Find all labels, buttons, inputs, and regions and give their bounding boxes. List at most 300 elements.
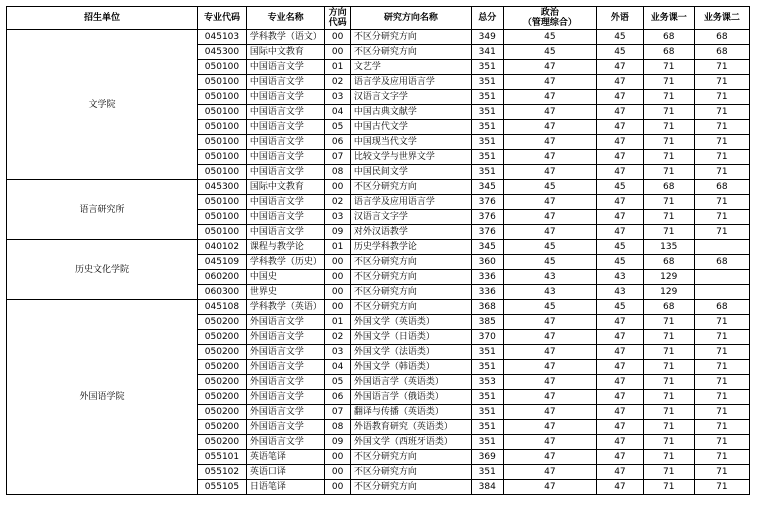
total-score-cell: 336 [471,285,503,300]
header-direction-code-line1: 方向 [328,8,347,18]
course2-score-cell [694,240,749,255]
direction-name-cell: 中国古代文学 [350,120,471,135]
direction-name-cell: 不区分研究方向 [350,45,471,60]
direction-name-cell: 文艺学 [350,60,471,75]
major-name-cell: 英语笔译 [246,450,325,465]
major-code-cell: 050200 [198,405,247,420]
direction-code-cell: 00 [325,45,350,60]
total-score-cell: 351 [471,90,503,105]
foreign-score-cell: 45 [597,180,644,195]
direction-name-cell: 中国民间文学 [350,165,471,180]
direction-code-cell: 03 [325,90,350,105]
major-name-cell: 中国语言文学 [246,105,325,120]
politics-score-cell: 47 [503,315,596,330]
direction-code-cell: 00 [325,30,350,45]
direction-name-cell: 外国文学（西班牙语类） [350,435,471,450]
foreign-score-cell: 47 [597,450,644,465]
total-score-cell: 385 [471,315,503,330]
politics-score-cell: 47 [503,360,596,375]
direction-name-cell: 不区分研究方向 [350,270,471,285]
course1-score-cell: 71 [643,90,694,105]
course1-score-cell: 71 [643,165,694,180]
course2-score-cell: 71 [694,105,749,120]
direction-name-cell: 汉语言文字学 [350,90,471,105]
total-score-cell: 345 [471,180,503,195]
foreign-score-cell: 47 [597,195,644,210]
course2-score-cell: 71 [694,420,749,435]
direction-name-cell: 历史学科教学论 [350,240,471,255]
major-name-cell: 中国语言文学 [246,60,325,75]
course2-score-cell: 71 [694,135,749,150]
course2-score-cell: 68 [694,300,749,315]
course2-score-cell: 71 [694,150,749,165]
total-score-cell: 376 [471,210,503,225]
major-name-cell: 世界史 [246,285,325,300]
foreign-score-cell: 47 [597,330,644,345]
direction-code-cell: 00 [325,270,350,285]
major-name-cell: 中国语言文学 [246,120,325,135]
major-name-cell: 外国语言文学 [246,435,325,450]
direction-code-cell: 06 [325,390,350,405]
direction-name-cell: 不区分研究方向 [350,465,471,480]
course2-score-cell: 71 [694,75,749,90]
politics-score-cell: 43 [503,285,596,300]
major-name-cell: 课程与教学论 [246,240,325,255]
total-score-cell: 369 [471,450,503,465]
header-total: 总分 [471,7,503,30]
course2-score-cell: 68 [694,30,749,45]
header-politics [503,7,596,30]
major-code-cell: 050100 [198,60,247,75]
total-score-cell: 351 [471,120,503,135]
politics-score-cell: 45 [503,180,596,195]
direction-code-cell: 06 [325,135,350,150]
header-major-name: 专业名称 [246,7,325,30]
major-name-cell: 外国语言文学 [246,360,325,375]
course2-score-cell: 71 [694,195,749,210]
major-name-cell: 中国语言文学 [246,225,325,240]
foreign-score-cell: 47 [597,165,644,180]
direction-name-cell: 语言学及应用语言学 [350,75,471,90]
foreign-score-cell: 47 [597,105,644,120]
politics-score-cell: 47 [503,435,596,450]
course1-score-cell: 71 [643,75,694,90]
foreign-score-cell: 47 [597,420,644,435]
major-code-cell: 045109 [198,255,247,270]
unit-cell: 文学院 [7,30,198,180]
course1-score-cell: 129 [643,270,694,285]
foreign-score-cell: 47 [597,90,644,105]
course2-score-cell: 71 [694,480,749,495]
politics-score-cell: 47 [503,450,596,465]
foreign-score-cell: 45 [597,300,644,315]
major-code-cell: 050200 [198,345,247,360]
foreign-score-cell: 47 [597,345,644,360]
politics-score-cell: 45 [503,30,596,45]
total-score-cell: 351 [471,345,503,360]
major-code-cell: 050100 [198,135,247,150]
major-name-cell: 国际中文教育 [246,45,325,60]
total-score-cell: 351 [471,420,503,435]
total-score-cell: 351 [471,390,503,405]
header-major-code: 专业代码 [198,7,247,30]
direction-code-cell: 00 [325,450,350,465]
course1-score-cell: 71 [643,210,694,225]
course1-score-cell: 71 [643,60,694,75]
politics-score-cell: 45 [503,300,596,315]
unit-cell: 外国语学院 [7,300,198,495]
politics-score-cell: 47 [503,390,596,405]
direction-name-cell: 语言学及应用语言学 [350,195,471,210]
course2-score-cell: 71 [694,405,749,420]
total-score-cell: 351 [471,60,503,75]
major-code-cell: 050100 [198,90,247,105]
unit-cell: 语言研究所 [7,180,198,240]
major-name-cell: 中国语言文学 [246,135,325,150]
direction-code-cell: 00 [325,255,350,270]
course1-score-cell: 135 [643,240,694,255]
total-score-cell: 341 [471,45,503,60]
politics-score-cell: 47 [503,210,596,225]
major-code-cell: 050100 [198,150,247,165]
foreign-score-cell: 47 [597,120,644,135]
direction-code-cell: 00 [325,480,350,495]
course2-score-cell: 68 [694,255,749,270]
total-score-cell: 336 [471,270,503,285]
total-score-cell: 376 [471,225,503,240]
foreign-score-cell: 47 [597,360,644,375]
total-score-cell: 353 [471,375,503,390]
admission-score-table [6,6,750,495]
header-direction-code-line2: 代码 [328,18,347,28]
major-name-cell: 中国语言文学 [246,210,325,225]
course1-score-cell: 71 [643,390,694,405]
politics-score-cell: 47 [503,225,596,240]
course1-score-cell: 71 [643,435,694,450]
course1-score-cell: 71 [643,465,694,480]
politics-score-cell: 47 [503,375,596,390]
total-score-cell: 351 [471,135,503,150]
major-code-cell: 040102 [198,240,247,255]
total-score-cell: 360 [471,255,503,270]
foreign-score-cell: 47 [597,405,644,420]
direction-code-cell: 01 [325,60,350,75]
foreign-score-cell: 45 [597,30,644,45]
direction-name-cell: 不区分研究方向 [350,255,471,270]
politics-score-cell: 47 [503,90,596,105]
course1-score-cell: 71 [643,360,694,375]
course2-score-cell: 71 [694,390,749,405]
major-name-cell: 中国语言文学 [246,90,325,105]
course1-score-cell: 71 [643,330,694,345]
major-name-cell: 外国语言文学 [246,390,325,405]
table-body [7,30,750,495]
politics-score-cell: 47 [503,150,596,165]
total-score-cell: 351 [471,360,503,375]
major-name-cell: 外国语言文学 [246,330,325,345]
course2-score-cell: 71 [694,465,749,480]
course1-score-cell: 68 [643,180,694,195]
direction-code-cell: 09 [325,435,350,450]
direction-name-cell: 比较文学与世界文学 [350,150,471,165]
politics-score-cell: 47 [503,405,596,420]
major-code-cell: 050100 [198,120,247,135]
foreign-score-cell: 47 [597,315,644,330]
direction-code-cell: 00 [325,285,350,300]
course2-score-cell: 71 [694,450,749,465]
course1-score-cell: 129 [643,285,694,300]
direction-name-cell: 不区分研究方向 [350,300,471,315]
direction-name-cell: 不区分研究方向 [350,30,471,45]
total-score-cell: 349 [471,30,503,45]
course1-score-cell: 71 [643,225,694,240]
direction-name-cell: 外国语言学（俄语类） [350,390,471,405]
direction-name-cell: 中国古典文献学 [350,105,471,120]
direction-code-cell: 08 [325,420,350,435]
direction-code-cell: 09 [325,225,350,240]
major-code-cell: 045103 [198,30,247,45]
course1-score-cell: 68 [643,300,694,315]
politics-score-cell: 47 [503,345,596,360]
direction-code-cell: 05 [325,120,350,135]
total-score-cell: 368 [471,300,503,315]
course1-score-cell: 71 [643,150,694,165]
table-row [7,240,750,255]
direction-name-cell: 外国语言学（英语类） [350,375,471,390]
course1-score-cell: 71 [643,345,694,360]
direction-name-cell: 不区分研究方向 [350,480,471,495]
course1-score-cell: 71 [643,375,694,390]
major-name-cell: 中国语言文学 [246,165,325,180]
major-code-cell: 050200 [198,435,247,450]
foreign-score-cell: 47 [597,480,644,495]
table-row [7,30,750,45]
direction-name-cell: 外国文学（日语类） [350,330,471,345]
major-name-cell: 外国语言文学 [246,315,325,330]
politics-score-cell: 47 [503,75,596,90]
major-code-cell: 055101 [198,450,247,465]
table-row [7,180,750,195]
total-score-cell: 351 [471,105,503,120]
politics-score-cell: 45 [503,240,596,255]
total-score-cell: 351 [471,75,503,90]
direction-name-cell: 中国现当代文学 [350,135,471,150]
major-code-cell: 050200 [198,420,247,435]
course2-score-cell: 71 [694,330,749,345]
direction-code-cell: 03 [325,210,350,225]
course2-score-cell: 71 [694,90,749,105]
direction-code-cell: 02 [325,195,350,210]
header-politics-line1: 政治 [540,8,559,18]
course1-score-cell: 71 [643,315,694,330]
direction-name-cell: 外国文学（英语类） [350,315,471,330]
direction-name-cell: 外国文学（韩语类） [350,360,471,375]
direction-code-cell: 07 [325,150,350,165]
course1-score-cell: 68 [643,255,694,270]
course2-score-cell: 68 [694,180,749,195]
major-code-cell: 050100 [198,165,247,180]
major-name-cell: 外国语言文学 [246,345,325,360]
foreign-score-cell: 43 [597,285,644,300]
major-code-cell: 050200 [198,360,247,375]
major-code-cell: 050100 [198,225,247,240]
foreign-score-cell: 43 [597,270,644,285]
direction-code-cell: 08 [325,165,350,180]
total-score-cell: 351 [471,405,503,420]
direction-code-cell: 01 [325,240,350,255]
major-code-cell: 045300 [198,45,247,60]
direction-code-cell: 00 [325,300,350,315]
header-direction-code [325,7,350,30]
foreign-score-cell: 47 [597,435,644,450]
major-name-cell: 中国史 [246,270,325,285]
foreign-score-cell: 45 [597,45,644,60]
direction-name-cell: 对外汉语教学 [350,225,471,240]
course2-score-cell: 71 [694,210,749,225]
politics-score-cell: 47 [503,420,596,435]
foreign-score-cell: 47 [597,210,644,225]
total-score-cell: 345 [471,240,503,255]
header-course1: 业务课一 [643,7,694,30]
direction-name-cell: 外语教育研究（英语类） [350,420,471,435]
foreign-score-cell: 47 [597,465,644,480]
major-code-cell: 060200 [198,270,247,285]
direction-code-cell: 04 [325,360,350,375]
table-row [7,300,750,315]
course2-score-cell: 71 [694,360,749,375]
course1-score-cell: 71 [643,105,694,120]
major-name-cell: 外国语言文学 [246,405,325,420]
total-score-cell: 351 [471,165,503,180]
major-code-cell: 055105 [198,480,247,495]
direction-name-cell: 汉语言文字学 [350,210,471,225]
politics-score-cell: 47 [503,135,596,150]
direction-code-cell: 01 [325,315,350,330]
direction-code-cell: 00 [325,465,350,480]
foreign-score-cell: 47 [597,390,644,405]
major-code-cell: 060300 [198,285,247,300]
major-code-cell: 050200 [198,390,247,405]
direction-code-cell: 00 [325,180,350,195]
total-score-cell: 351 [471,150,503,165]
direction-code-cell: 07 [325,405,350,420]
direction-name-cell: 不区分研究方向 [350,180,471,195]
foreign-score-cell: 47 [597,150,644,165]
course1-score-cell: 71 [643,480,694,495]
politics-score-cell: 45 [503,255,596,270]
major-code-cell: 050100 [198,75,247,90]
course2-score-cell: 71 [694,435,749,450]
foreign-score-cell: 47 [597,135,644,150]
course1-score-cell: 71 [643,405,694,420]
major-code-cell: 050100 [198,195,247,210]
course2-score-cell: 71 [694,60,749,75]
major-name-cell: 中国语言文学 [246,195,325,210]
direction-name-cell: 不区分研究方向 [350,450,471,465]
major-code-cell: 050100 [198,105,247,120]
direction-name-cell: 外国文学（法语类） [350,345,471,360]
header-row [7,7,750,30]
major-name-cell: 学科教学（英语） [246,300,325,315]
header-course2: 业务课二 [694,7,749,30]
course1-score-cell: 68 [643,45,694,60]
politics-score-cell: 47 [503,60,596,75]
total-score-cell: 376 [471,195,503,210]
course1-score-cell: 68 [643,30,694,45]
foreign-score-cell: 47 [597,225,644,240]
major-code-cell: 050200 [198,375,247,390]
politics-score-cell: 47 [503,480,596,495]
course1-score-cell: 71 [643,135,694,150]
politics-score-cell: 47 [503,165,596,180]
course1-score-cell: 71 [643,420,694,435]
direction-code-cell: 04 [325,105,350,120]
total-score-cell: 351 [471,435,503,450]
total-score-cell: 370 [471,330,503,345]
course2-score-cell: 68 [694,45,749,60]
major-name-cell: 外国语言文学 [246,420,325,435]
major-name-cell: 学科教学（语文） [246,30,325,45]
foreign-score-cell: 45 [597,240,644,255]
course2-score-cell: 71 [694,120,749,135]
major-name-cell: 外国语言文学 [246,375,325,390]
course2-score-cell: 71 [694,375,749,390]
header-direction-name: 研究方向名称 [350,7,471,30]
major-code-cell: 050100 [198,210,247,225]
politics-score-cell: 47 [503,465,596,480]
foreign-score-cell: 47 [597,75,644,90]
major-name-cell: 国际中文教育 [246,180,325,195]
politics-score-cell: 47 [503,195,596,210]
course1-score-cell: 71 [643,195,694,210]
direction-code-cell: 05 [325,375,350,390]
foreign-score-cell: 45 [597,255,644,270]
header-politics-line2: （管理综合） [522,18,577,28]
major-code-cell: 045300 [198,180,247,195]
header-foreign: 外语 [597,7,644,30]
major-code-cell: 055102 [198,465,247,480]
major-name-cell: 日语笔译 [246,480,325,495]
course2-score-cell: 71 [694,165,749,180]
direction-code-cell: 02 [325,330,350,345]
header-unit: 招生单位 [7,7,198,30]
course1-score-cell: 71 [643,120,694,135]
direction-name-cell: 翻译与传播（英语类） [350,405,471,420]
course1-score-cell: 71 [643,450,694,465]
major-name-cell: 学科教学（历史） [246,255,325,270]
course2-score-cell: 71 [694,225,749,240]
direction-code-cell: 03 [325,345,350,360]
politics-score-cell: 45 [503,45,596,60]
direction-code-cell: 02 [325,75,350,90]
major-code-cell: 050200 [198,330,247,345]
politics-score-cell: 43 [503,270,596,285]
course2-score-cell [694,285,749,300]
major-name-cell: 中国语言文学 [246,150,325,165]
total-score-cell: 351 [471,465,503,480]
course2-score-cell: 71 [694,315,749,330]
unit-cell: 历史文化学院 [7,240,198,300]
politics-score-cell: 47 [503,120,596,135]
direction-name-cell: 不区分研究方向 [350,285,471,300]
major-code-cell: 050200 [198,315,247,330]
politics-score-cell: 47 [503,105,596,120]
total-score-cell: 384 [471,480,503,495]
major-code-cell: 045108 [198,300,247,315]
major-name-cell: 英语口译 [246,465,325,480]
course2-score-cell: 71 [694,345,749,360]
foreign-score-cell: 47 [597,60,644,75]
